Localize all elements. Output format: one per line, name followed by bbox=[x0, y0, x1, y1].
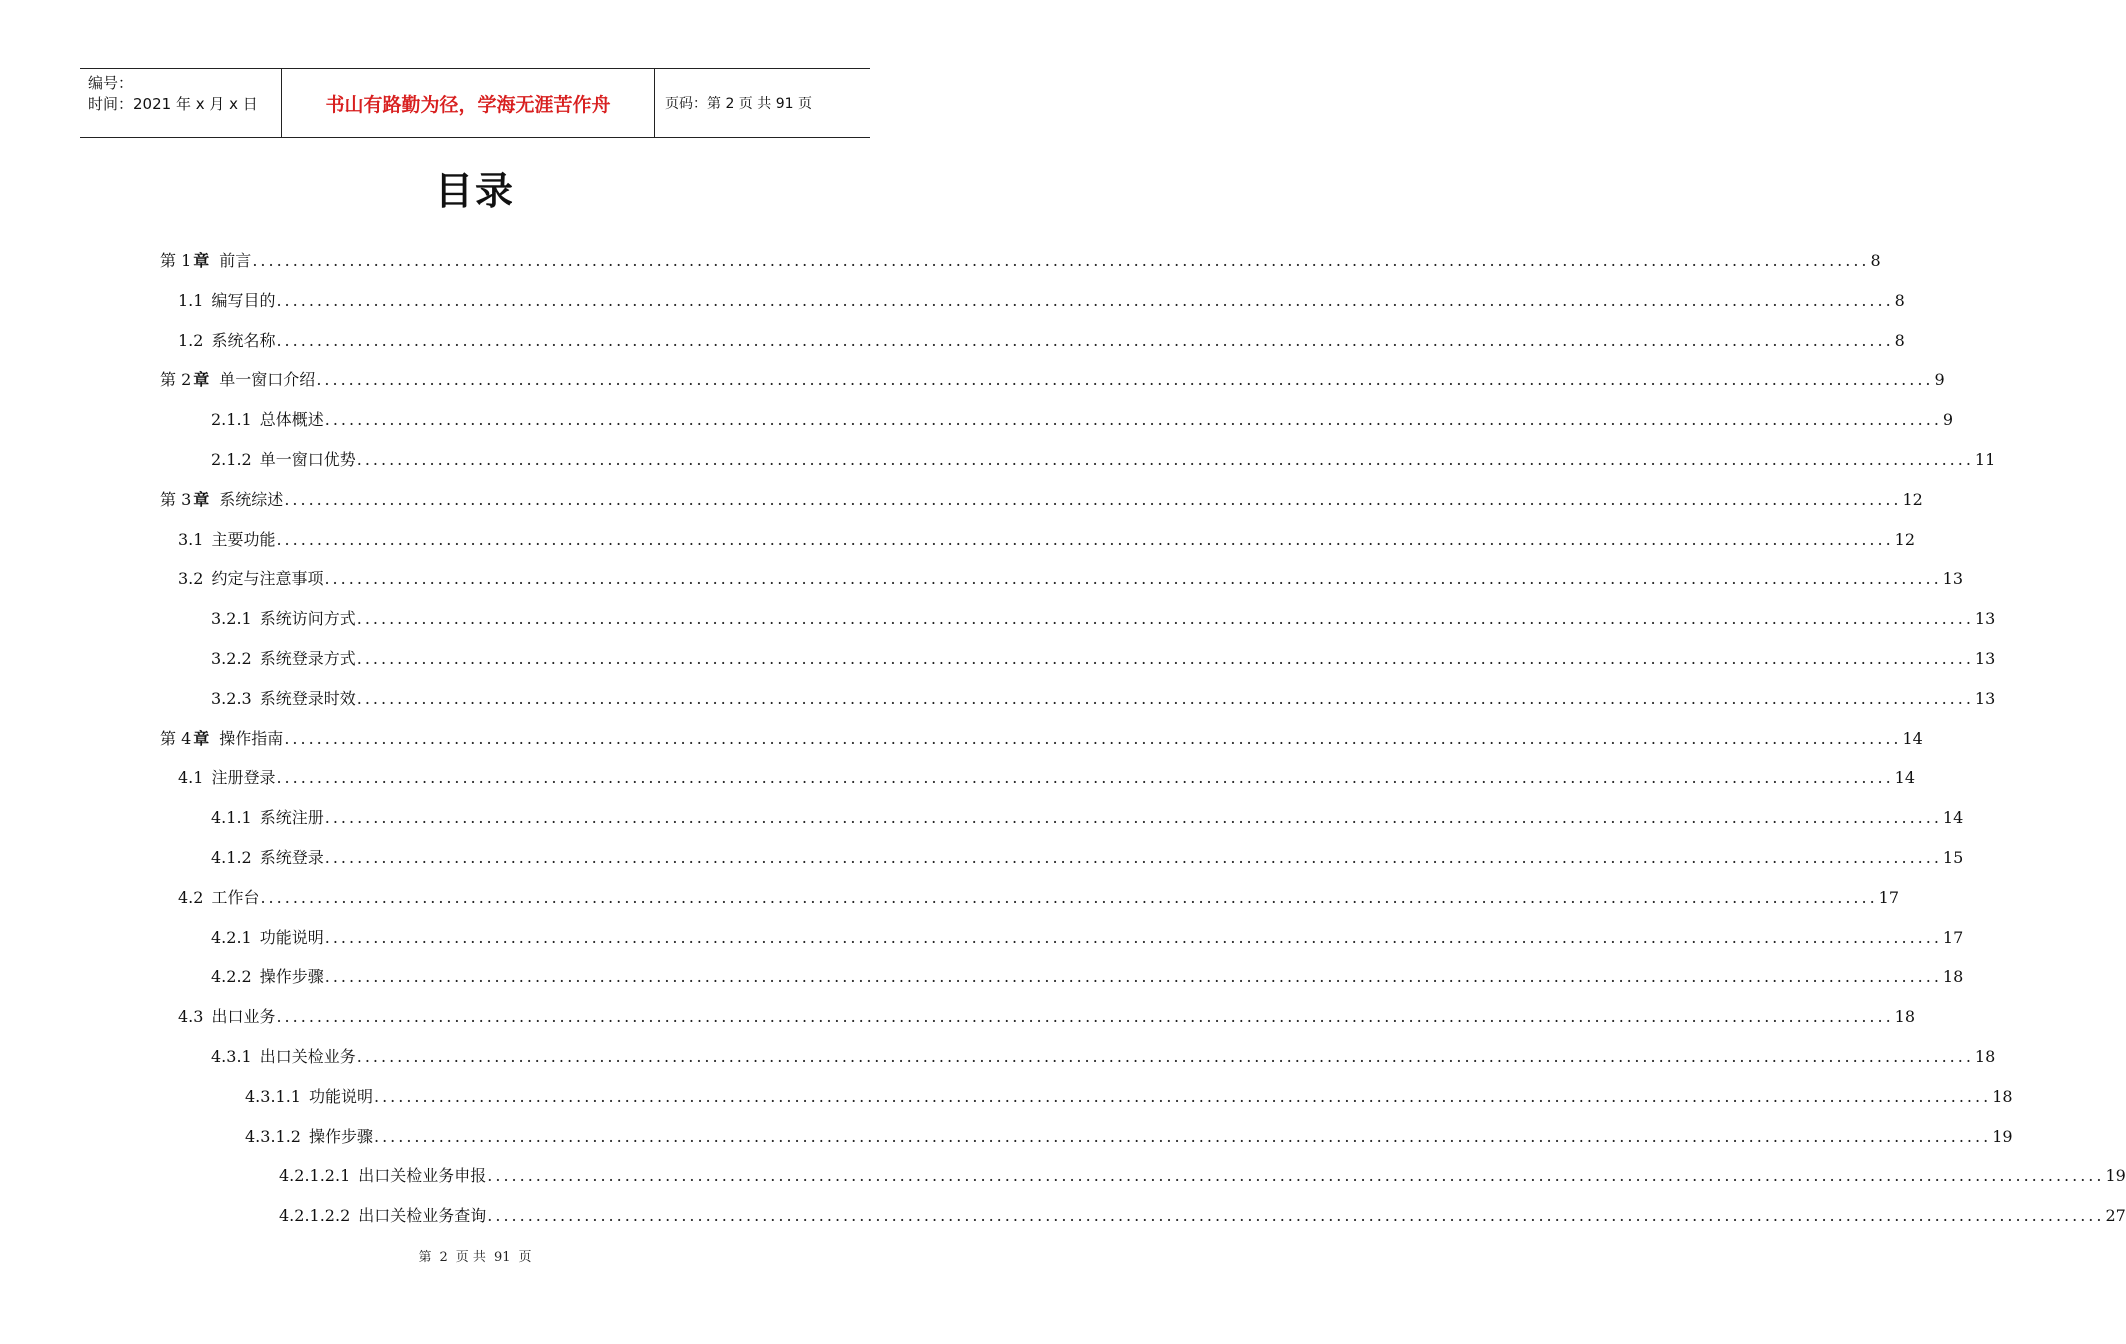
toc-entry-title: 出口关检业务查询 bbox=[358, 1206, 487, 1226]
header-meta bbox=[80, 69, 282, 137]
toc-entry-page: 9 bbox=[1942, 410, 1954, 430]
toc-entry-title: 单一窗口优势 bbox=[259, 450, 356, 469]
toc-entry-title: 系统登录 bbox=[259, 848, 324, 867]
toc-entry-number: 第 2 bbox=[160, 370, 192, 390]
toc-entry[interactable] bbox=[160, 487, 1923, 511]
toc-entry-number: 2.1.2 bbox=[211, 450, 252, 469]
toc-entry-title: 系统名称 bbox=[211, 330, 276, 350]
toc-entry-title: 单一窗口介绍 bbox=[219, 370, 316, 390]
toc-entry-page: 19 bbox=[1992, 1126, 2013, 1146]
toc-entry-page: 14 bbox=[1894, 768, 1916, 788]
toc-entry-number: 4.2.2 bbox=[211, 967, 252, 987]
toc-chapter-word: 章 bbox=[193, 251, 210, 270]
toc-chapter-word: 章 bbox=[193, 370, 210, 390]
toc-dot-leader: ........................................................................................................................................................................................................ bbox=[324, 848, 1942, 867]
toc-entry[interactable] bbox=[245, 1084, 2013, 1108]
footer-page: 2 bbox=[439, 1250, 448, 1265]
toc-entry[interactable] bbox=[211, 646, 1996, 670]
toc-entry-title: 系统注册 bbox=[259, 808, 324, 828]
toc-entry-title: 系统综述 bbox=[219, 489, 284, 509]
toc-entry[interactable] bbox=[211, 1044, 1996, 1068]
toc-entry-number: 4.2.1 bbox=[211, 927, 252, 947]
toc-entry-page: 27 bbox=[2105, 1206, 2126, 1226]
toc-entry-title: 注册登录 bbox=[211, 768, 276, 788]
toc-entry-page: 14 bbox=[1902, 728, 1923, 748]
toc-entry[interactable] bbox=[245, 1124, 2013, 1148]
toc-entry-number: 3.2 bbox=[178, 569, 204, 589]
toc-entry-page: 15 bbox=[1942, 848, 1964, 867]
toc-entry-number: 第 3 bbox=[160, 489, 192, 509]
toc-entry-title: 操作步骤 bbox=[259, 967, 324, 987]
toc-entry-title: 总体概述 bbox=[259, 410, 324, 430]
toc-entry[interactable] bbox=[211, 925, 1964, 949]
toc-entry[interactable] bbox=[279, 1163, 2126, 1187]
toc-entry-number: 3.2.2 bbox=[211, 649, 252, 668]
toc-dot-leader: ........................................................................................................................................................................................................ bbox=[276, 1007, 1894, 1027]
toc-dot-leader: ........................................................................................................................................................................................................ bbox=[276, 290, 1894, 310]
toc-entry[interactable] bbox=[160, 726, 1923, 750]
toc-entry-page: 18 bbox=[1992, 1086, 2013, 1106]
toc-entry[interactable] bbox=[211, 686, 1996, 710]
toc-dot-leader: ........................................................................................................................................................................................................ bbox=[324, 808, 1942, 828]
toc-entry-page: 18 bbox=[1942, 967, 1964, 987]
toc-entry-page: 12 bbox=[1894, 529, 1916, 549]
time-label: 时间：2021 年 x 月 x 日 bbox=[88, 95, 258, 113]
toc-entry-number: 4.3.1 bbox=[211, 1047, 252, 1066]
toc-entry-page: 9 bbox=[1934, 370, 1945, 390]
toc-entry-number: 4.1 bbox=[178, 768, 204, 788]
toc-dot-leader: ........................................................................................................................................................................................................ bbox=[284, 728, 1902, 748]
toc-dot-leader: ........................................................................................................................................................................................................ bbox=[276, 768, 1894, 788]
toc-entry-title: 功能说明 bbox=[308, 1086, 373, 1106]
toc-entry[interactable] bbox=[211, 447, 1996, 471]
toc-entry-number: 4.2.1.2.2 bbox=[279, 1206, 351, 1226]
toc-dot-leader: ........................................................................................................................................................................................................ bbox=[356, 688, 1974, 708]
toc-entry-page: 11 bbox=[1974, 450, 1996, 469]
toc-entry-number: 4.2 bbox=[178, 887, 204, 907]
toc-dot-leader: ........................................................................................................................................................................................................ bbox=[374, 1126, 1992, 1146]
toc-entry-title: 编写目的 bbox=[211, 290, 276, 310]
toc-entry[interactable] bbox=[211, 606, 1996, 630]
toc-entry-number: 4.1.1 bbox=[211, 808, 252, 828]
toc-dot-leader: ........................................................................................................................................................................................................ bbox=[356, 609, 1974, 629]
toc-chapter-word: 章 bbox=[193, 489, 210, 509]
toc-entry-page: 18 bbox=[1974, 1047, 1996, 1066]
toc-entry-title: 功能说明 bbox=[259, 927, 324, 947]
toc-entry-number: 3.2.3 bbox=[211, 688, 252, 708]
toc-entry[interactable] bbox=[178, 1004, 1916, 1028]
toc-entry[interactable] bbox=[211, 964, 1964, 988]
toc-dot-leader: ........................................................................................................................................................................................................ bbox=[356, 450, 1974, 469]
toc-entry-number: 4.3.1.2 bbox=[245, 1126, 301, 1146]
toc-entry-page: 14 bbox=[1942, 808, 1964, 828]
footer-mid: 页 共 bbox=[455, 1250, 486, 1265]
toc-entry-page: 13 bbox=[1974, 688, 1996, 708]
toc-entry-page: 13 bbox=[1942, 569, 1964, 589]
toc-entry-title: 主要功能 bbox=[211, 529, 276, 549]
toc-entry[interactable] bbox=[211, 407, 1954, 431]
toc-entry[interactable] bbox=[178, 328, 1905, 352]
toc-entry[interactable] bbox=[178, 765, 1916, 789]
toc-dot-leader: ........................................................................................................................................................................................................ bbox=[260, 887, 1878, 907]
toc-entry[interactable] bbox=[178, 288, 1905, 312]
toc-dot-leader: ........................................................................................................................................................................................................ bbox=[487, 1206, 2105, 1226]
toc-entry[interactable] bbox=[211, 845, 1964, 869]
toc-dot-leader: ........................................................................................................................................................................................................ bbox=[324, 967, 1942, 987]
toc-entry-page: 19 bbox=[2105, 1166, 2126, 1186]
toc-entry-page: 12 bbox=[1902, 489, 1923, 509]
toc-entry-number: 4.3 bbox=[178, 1007, 204, 1027]
toc-entry-number: 4.1.2 bbox=[211, 848, 252, 867]
toc-dot-leader: ........................................................................................................................................................................................................ bbox=[276, 529, 1894, 549]
page-footer bbox=[0, 1246, 950, 1265]
toc-entry-title: 系统登录时效 bbox=[259, 688, 356, 708]
toc-entry-number: 4.2.1.2.1 bbox=[279, 1166, 351, 1186]
header-page-info: 页码：第 2 页 共 91 页 bbox=[665, 96, 812, 112]
toc-entry-page: 17 bbox=[1942, 927, 1964, 947]
toc-entry[interactable] bbox=[279, 1203, 2126, 1227]
toc-dot-leader: ........................................................................................................................................................................................................ bbox=[487, 1166, 2105, 1186]
footer-prefix: 第 bbox=[418, 1250, 432, 1265]
footer-total: 91 bbox=[493, 1250, 511, 1265]
toc-entry-number: 3.1 bbox=[178, 529, 204, 549]
toc-entry-title: 前言 bbox=[219, 251, 252, 270]
toc-entry-number: 第 4 bbox=[160, 728, 192, 748]
toc-entry-page: 13 bbox=[1974, 609, 1996, 629]
footer-suffix: 页 bbox=[518, 1250, 532, 1265]
toc-entry-title: 操作指南 bbox=[219, 728, 284, 748]
toc-entry[interactable] bbox=[160, 248, 1881, 272]
toc-entry-number: 第 1 bbox=[160, 251, 192, 270]
toc-entry-page: 18 bbox=[1894, 1007, 1916, 1027]
page-title: 目录 bbox=[434, 169, 515, 213]
toc-entry-number: 1.2 bbox=[178, 330, 204, 350]
toc-entry-page: 8 bbox=[1894, 290, 1905, 310]
toc-entry-number: 1.1 bbox=[178, 290, 204, 310]
toc-entry-number: 2.1.1 bbox=[211, 410, 252, 430]
toc-entry-page: 8 bbox=[1894, 330, 1905, 350]
toc-entry[interactable] bbox=[178, 885, 1900, 909]
toc-entry-title: 出口业务 bbox=[211, 1007, 276, 1027]
header-motto: 书山有路勤为径，学海无涯苦作舟 bbox=[282, 69, 655, 137]
toc-entry-title: 工作台 bbox=[211, 887, 260, 907]
toc-dot-leader: ........................................................................................................................................................................................................ bbox=[284, 489, 1902, 509]
toc-entry-title: 系统登录方式 bbox=[259, 649, 356, 668]
toc-entry[interactable] bbox=[178, 527, 1916, 551]
toc-entry-title: 出口关检业务 bbox=[259, 1047, 356, 1066]
toc-chapter-word: 章 bbox=[193, 728, 210, 748]
toc-entry-page: 17 bbox=[1878, 887, 1900, 907]
toc-dot-leader: ........................................................................................................................................................................................................ bbox=[324, 569, 1942, 589]
toc-entry-title: 约定与注意事项 bbox=[211, 569, 324, 589]
toc-dot-leader: ........................................................................................................................................................................................................ bbox=[356, 649, 1974, 668]
toc-entry-title: 出口关检业务申报 bbox=[358, 1166, 487, 1186]
toc-entry-number: 4.3.1.1 bbox=[245, 1086, 301, 1106]
toc-entry-title: 操作步骤 bbox=[308, 1126, 373, 1146]
number-label: 编号： bbox=[88, 74, 134, 92]
page-header bbox=[80, 68, 870, 138]
toc-dot-leader: ........................................................................................................................................................................................................ bbox=[252, 251, 1870, 270]
toc-entry[interactable] bbox=[211, 805, 1964, 829]
toc-dot-leader: ........................................................................................................................................................................................................ bbox=[276, 330, 1894, 350]
toc-dot-leader: ........................................................................................................................................................................................................ bbox=[316, 370, 1934, 390]
toc-dot-leader: ........................................................................................................................................................................................................ bbox=[374, 1086, 1992, 1106]
toc-dot-leader: ........................................................................................................................................................................................................ bbox=[324, 410, 1942, 430]
toc-dot-leader: ........................................................................................................................................................................................................ bbox=[356, 1047, 1974, 1066]
toc-dot-leader: ........................................................................................................................................................................................................ bbox=[324, 927, 1942, 947]
toc-entry-page: 13 bbox=[1974, 649, 1996, 668]
toc-entry[interactable] bbox=[160, 367, 1945, 391]
toc-entry-number: 3.2.1 bbox=[211, 609, 252, 629]
toc-entry[interactable] bbox=[178, 566, 1964, 590]
toc-entry-page: 8 bbox=[1870, 251, 1881, 270]
toc-entry-title: 系统访问方式 bbox=[259, 609, 356, 629]
